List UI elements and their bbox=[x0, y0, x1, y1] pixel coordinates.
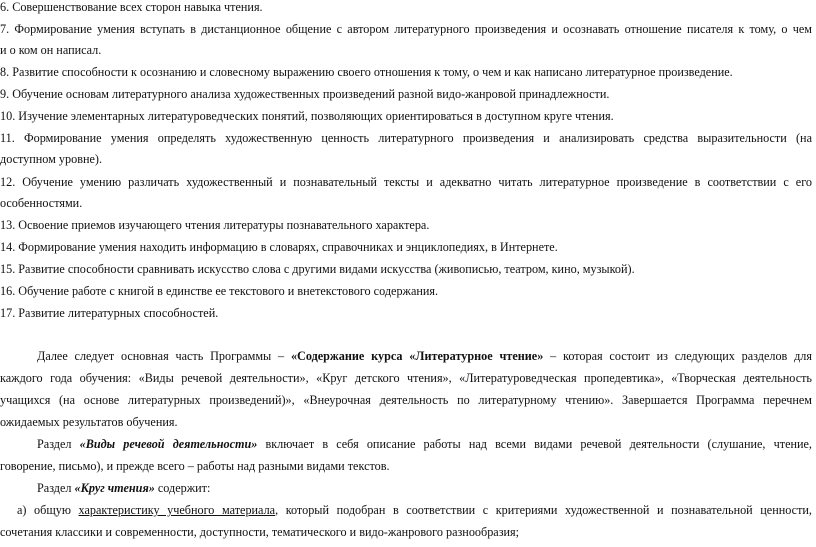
list-item-8: 8. Развитие способности к осознанию и словесному выражению своего отношения к тому, о чем и как написано литературное произведение. bbox=[0, 65, 733, 79]
section-speech-activity-bold: «Виды речевой деятельности» bbox=[79, 437, 258, 451]
section-reading-circle-bold: «Круг чтения» bbox=[74, 481, 155, 495]
list-item-10: 10. Изучение элементарных литературоведческих понятий, позволяющих ориентироваться в доступном круге чтения. bbox=[0, 109, 614, 123]
list-item-7-line1: 7. Формирование умения вступать в дистанционное общение с автором литературного произведения и осознавать отношение писателя к тому, о чем bbox=[0, 22, 812, 36]
para1-line4: ожидаемых результатов обучения. bbox=[0, 415, 178, 429]
para2-text-c: включает в себя описание работы над всеми видами речевой деятельности (слушание, чтение, bbox=[257, 437, 812, 451]
para1-line1 bbox=[37, 349, 812, 364]
list-item-7-line2: и о ком он написал. bbox=[0, 43, 102, 57]
para4-text-a: а) общую bbox=[17, 503, 79, 517]
list-item-15: 15. Развитие способности сравнивать искусство слова с другими видами искусства (живописью, театром, кино, музыкой). bbox=[0, 262, 635, 276]
list-item-9: 9. Обучение основам литературного анализа художественных произведений разной видо-жанровой принадлежности. bbox=[0, 87, 610, 101]
list-item-14: 14. Формирование умения находить информацию в словарях, справочниках и энциклопедиях, в Интернете. bbox=[0, 240, 558, 254]
para3-text-a: Раздел bbox=[37, 481, 75, 495]
para1-line3: учащихся (на основе литературных произведений)», «Внеурочная деятельность по литературному чтению». Завершается Программа перечнем bbox=[0, 393, 812, 407]
list-item-6: 6. Совершенствование всех сторон навыка чтения. bbox=[0, 0, 263, 14]
para1-text-c: – которая состоит из следующих разделов для bbox=[543, 349, 812, 363]
para3-line1 bbox=[37, 481, 210, 496]
para1-text-a: Далее следует основная часть Программы – bbox=[37, 349, 291, 363]
para4-line2: сочетания классики и современности, доступности, тематического и видо-жанрового разнообразия; bbox=[0, 525, 520, 539]
para4-text-c: , который подобран в соответствии с критериями художественной и познавательной ценности, bbox=[275, 503, 812, 517]
list-item-13: 13. Освоение приемов изучающего чтения литературы познавательного характера. bbox=[0, 218, 430, 232]
course-title-bold: «Содержание курса «Литературное чтение» bbox=[290, 349, 544, 363]
list-item-11-line2: доступном уровне). bbox=[0, 152, 103, 166]
list-item-12-line1: 12. Обучение умению различать художественный и познавательный тексты и адекватно читать литературное произведение в соответствии с его bbox=[0, 175, 812, 189]
list-item-17: 17. Развитие литературных способностей. bbox=[0, 306, 219, 320]
para2-line1 bbox=[37, 437, 812, 452]
para2-line2: говорение, письмо), и прежде всего – работы над разными видами текстов. bbox=[0, 459, 390, 473]
list-item-12-line2: особенностями. bbox=[0, 196, 83, 210]
para1-line2: каждого года обучения: «Виды речевой деятельности», «Круг детского чтения», «Литературоведческая пропедевтика», «Творческая деятельность bbox=[0, 371, 812, 385]
para2-text-a: Раздел bbox=[37, 437, 80, 451]
list-item-16: 16. Обучение работе с книгой в единстве ее текстового и внетекстового содержания. bbox=[0, 284, 439, 298]
para4-line1 bbox=[17, 503, 812, 518]
para3-text-c: содержит: bbox=[154, 481, 211, 495]
material-characteristic-underlined: характеристику учебного материала bbox=[78, 503, 276, 517]
list-item-11-line1: 11. Формирование умения определять художественную ценность литературного произведения и анализировать средства выразительности (на bbox=[0, 131, 812, 145]
